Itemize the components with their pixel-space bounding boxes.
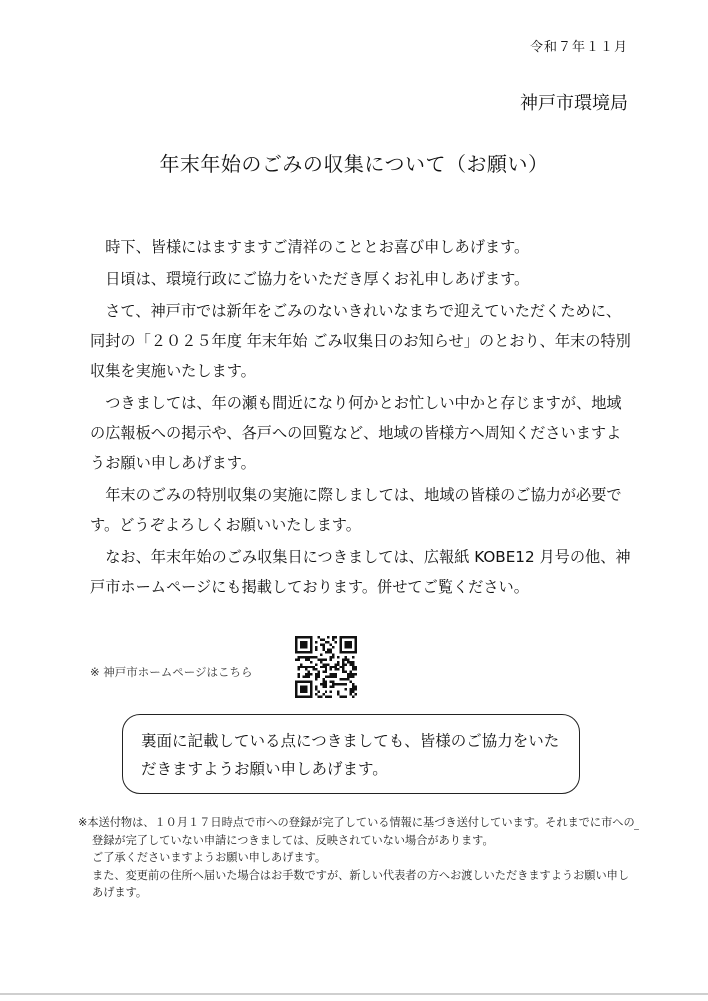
issuer-name: 神戸市環境局 (520, 93, 628, 114)
qr-note: ※ 神戸市ホームページはこちら (90, 665, 253, 679)
footnote-line: ご了承くださいますようお願い申しあげます。 (92, 851, 327, 864)
notice-box: 裏面に記載している点につきましても、皆様のご協力をいただきますようお願い申しあげます。 (122, 714, 580, 794)
footnote-line: ※本送付物は、１０月１７日時点で市への登録が完了している情報に基づき送付しています。それまでに市への登録が完了していない申請につきましては、反映されていない場合があります。 (78, 816, 635, 847)
issue-date: 令和７年１１月 (529, 40, 628, 55)
letter-body (90, 232, 635, 604)
footnotes (78, 814, 638, 902)
body-paragraph: 時下、皆様にはますますご清祥のこととお喜び申しあげます。 (105, 238, 530, 256)
qr-section (90, 636, 390, 698)
scan-mark (634, 829, 639, 830)
body-paragraph: つきましては、年の瀬も間近になり何かとお忙しい中かと存じますが、地域の広報板への掲示や、各戸への回覧など、地域の皆様方へ周知くださいますようお願い申しあげます。 (90, 394, 622, 472)
page-title: 年末年始のごみの収集について（お願い） (159, 152, 549, 176)
footnote-line: また、変更前の住所へ届いた場合はお手数ですが、新しい代表者の方へお渡しいただきますようお願い申しあげます。 (92, 868, 630, 899)
body-paragraph: 日頃は、環境行政にご協力をいただき厚くお礼申しあげます。 (105, 270, 530, 288)
scan-border (0, 993, 708, 995)
body-paragraph: 年末のごみの特別収集の実施に際しましては、地域の皆様のご協力が必要です。どうぞよろしくお願いいたします。 (90, 486, 622, 534)
body-paragraph: なお、年末年始のごみ収集日につきましては、広報紙 KOBE12 月号の他、神戸市ホームページにも掲載しております。併せてご覧ください。 (90, 548, 631, 596)
body-paragraph: さて、神戸市では新年をごみのないきれいなまちで迎えていただくために、同封の「２０２５年度 年末年始 ごみ収集日のお知らせ」のとおり、年末の特別収集を実施いたします。 (90, 302, 631, 380)
qr-code-icon[interactable] (295, 636, 357, 698)
